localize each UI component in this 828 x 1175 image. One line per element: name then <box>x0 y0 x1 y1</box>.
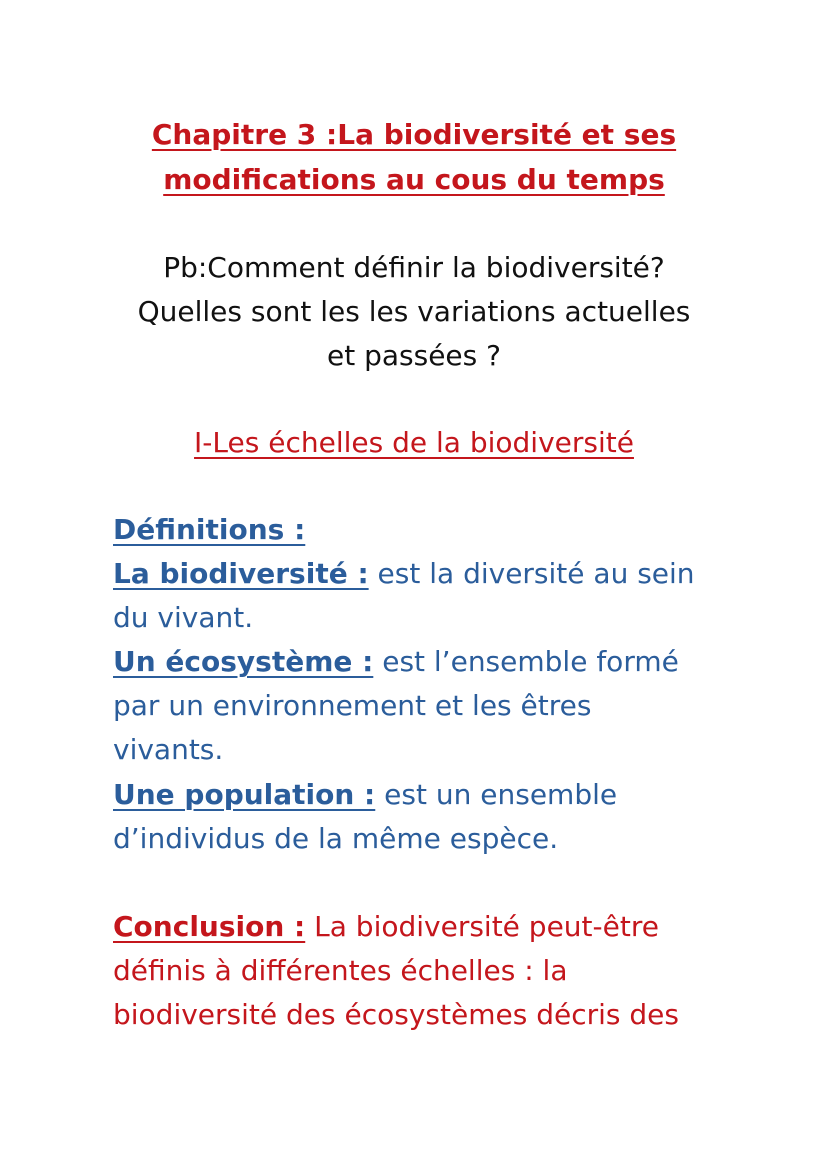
definition-term-biodiversity: La biodiversité : <box>113 557 369 590</box>
conclusion-line-2: définis à différentes échelles : la <box>113 954 568 987</box>
chapter-title-line-2: modifications au cous du temps <box>163 163 665 196</box>
definitions-heading: Définitions : <box>113 513 306 546</box>
definition-ecosystem <box>113 645 679 678</box>
definition-term-ecosystem: Un écosystème : <box>113 645 374 678</box>
definition-biodiversity <box>113 557 695 590</box>
problem-line-1: Pb:Comment définir la biodiversité? <box>163 251 665 284</box>
definition-ecosystem-continued: par un environnement et les êtres <box>113 689 592 722</box>
problem-line-2: Quelles sont les les variations actuelles <box>137 295 691 328</box>
conclusion <box>113 910 659 943</box>
definition-term-population: Une population : <box>113 778 376 811</box>
definition-population-continued: d’individus de la même espèce. <box>113 822 559 855</box>
conclusion-term: Conclusion : <box>113 910 306 943</box>
definition-biodiversity-continued: du vivant. <box>113 601 254 634</box>
definition-text: est un ensemble <box>375 778 618 811</box>
definition-text: est la diversité au sein <box>368 557 695 590</box>
section-heading: I-Les échelles de la biodiversité <box>194 426 634 459</box>
definition-population <box>113 778 617 811</box>
problem-line-3: et passées ? <box>326 339 501 372</box>
definition-text: est l’ensemble formé <box>373 645 679 678</box>
chapter-title-line-1: Chapitre 3 :La biodiversité et ses <box>151 118 677 151</box>
conclusion-line-3: biodiversité des écosystèmes décris des <box>113 998 679 1031</box>
conclusion-text: La biodiversité peut-être <box>305 910 659 943</box>
definition-ecosystem-continued-2: vivants. <box>113 733 224 766</box>
